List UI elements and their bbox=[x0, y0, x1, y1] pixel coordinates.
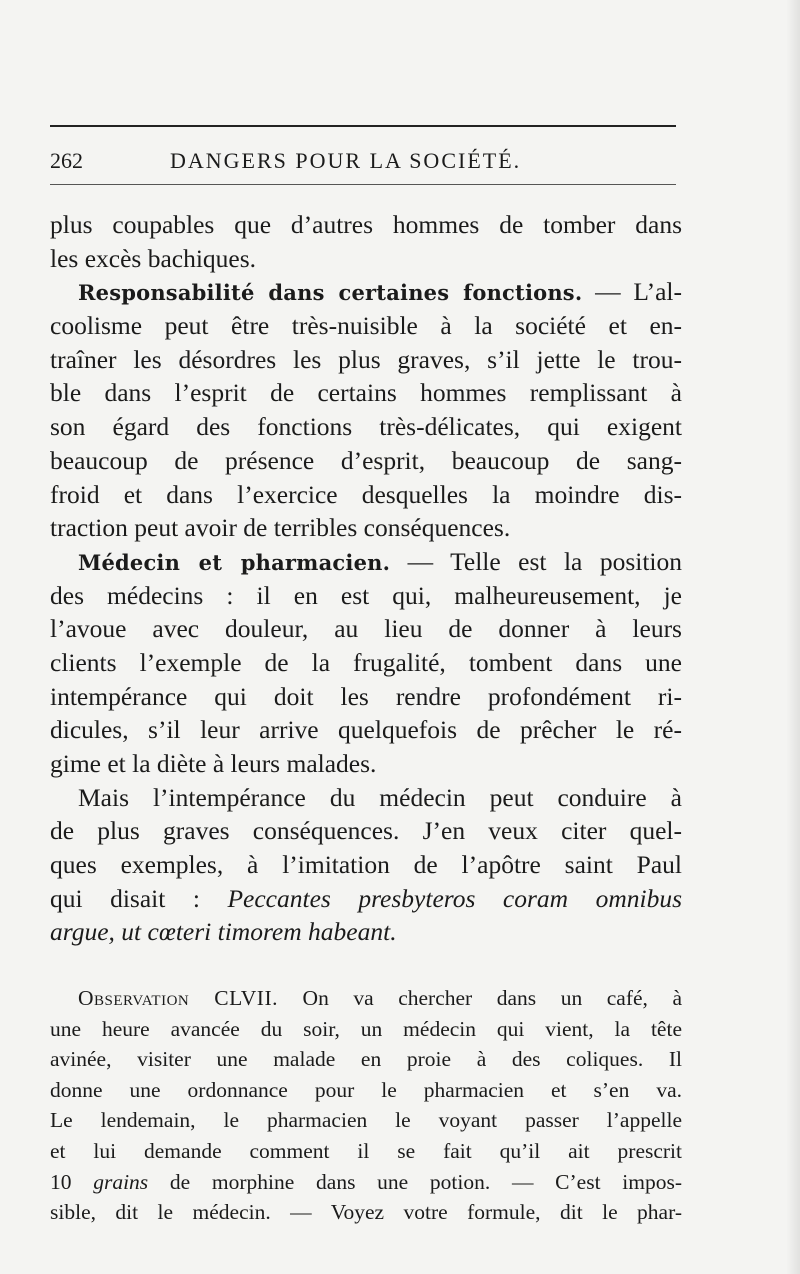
text-line: coolisme peut être très-nuisible à la société et en- bbox=[50, 311, 682, 341]
paragraph-heading-line bbox=[50, 545, 682, 579]
text-line: intempérance qui doit les rendre profondément ri- bbox=[50, 681, 682, 711]
observation-line: une heure avancée du soir, un médecin qui vient, la tête bbox=[50, 1016, 682, 1041]
text-fragment: On va chercher dans un café, à bbox=[302, 986, 682, 1010]
text-line bbox=[50, 915, 682, 949]
text-fragment: de morphine dans une potion. — C’est impos- bbox=[169, 1169, 682, 1194]
observation-line: et lui demande comment il se fait qu’il ait prescrit bbox=[50, 1138, 682, 1163]
text-line: traction peut avoir de terribles conséquences. bbox=[50, 513, 511, 543]
text-line: plus coupables que d’autres hommes de tomber dans bbox=[50, 210, 682, 239]
section-heading-medecin: Médecin et pharmacien. bbox=[78, 549, 391, 575]
header-top-rule bbox=[50, 125, 676, 127]
text-line: dicules, s’il leur arrive quelquefois de prêcher le ré- bbox=[50, 715, 682, 745]
header-bottom-rule bbox=[50, 184, 676, 185]
text-fragment: 10 bbox=[50, 1169, 72, 1194]
text-line: gime et la diète à leurs malades. bbox=[50, 749, 377, 778]
text-line: ble dans l’esprit de certains hommes remplissant à bbox=[50, 378, 682, 408]
text-line: froid et dans l’exercice desquelles la moindre dis- bbox=[50, 479, 682, 509]
text-line: ques exemples, à l’imitation de l’apôtre saint Paul bbox=[50, 850, 682, 880]
observation-label: Observation CLVII. bbox=[78, 986, 278, 1010]
text-line: des médecins : il en est qui, malheureusement, je bbox=[50, 580, 682, 610]
text-line: de plus graves conséquences. J’en veux citer quel- bbox=[50, 816, 682, 846]
observation-line bbox=[50, 983, 682, 1014]
observation-line: donne une ordonnance pour le pharmacien et s’en va. bbox=[50, 1077, 682, 1102]
main-text bbox=[50, 208, 682, 949]
text-line: clients l’exemple de la frugalité, tombent dans une bbox=[50, 647, 682, 677]
running-head bbox=[50, 144, 676, 178]
text-fragment: qui disait : bbox=[50, 883, 200, 913]
text-line: beaucoup de présence d’esprit, beaucoup de sang- bbox=[50, 445, 682, 475]
observation-line: sible, dit le médecin. — Voyez votre formule, dit le phar- bbox=[50, 1200, 682, 1225]
text-line bbox=[50, 882, 682, 916]
running-title: DANGERS POUR LA SOCIÉTÉ. bbox=[170, 148, 522, 173]
text-line: traîner les désordres les plus graves, s’il jette le trou- bbox=[50, 344, 682, 374]
italic-word: grains bbox=[93, 1169, 149, 1194]
latin-quote: Peccantes presbyteros coram omnibus bbox=[227, 883, 683, 913]
page-number: 262 bbox=[50, 148, 83, 173]
text-line: son égard des fonctions très-délicates, qui exigent bbox=[50, 412, 682, 442]
observation-block bbox=[50, 983, 682, 1228]
latin-quote-end: argue, ut cœteri timorem habeant. bbox=[50, 917, 397, 947]
text-line: Mais l’intempérance du médecin peut conduire à bbox=[78, 782, 682, 812]
observation-line: Le lendemain, le pharmacien le voyant passer l’appelle bbox=[50, 1108, 682, 1133]
text-line: les excès bachiques. bbox=[50, 243, 257, 273]
observation-line bbox=[50, 1167, 682, 1198]
text-fragment: — Telle est la position bbox=[407, 546, 682, 576]
section-heading-responsabilite: Responsabilité dans certaines fonctions. bbox=[78, 280, 583, 306]
paragraph-heading-line bbox=[50, 275, 682, 309]
text-fragment: — L’al- bbox=[595, 277, 682, 307]
observation-line: avinée, visiter une malade en proie à des coliques. Il bbox=[50, 1047, 682, 1072]
text-line: l’avoue avec douleur, au lieu de donner à leurs bbox=[50, 614, 682, 644]
